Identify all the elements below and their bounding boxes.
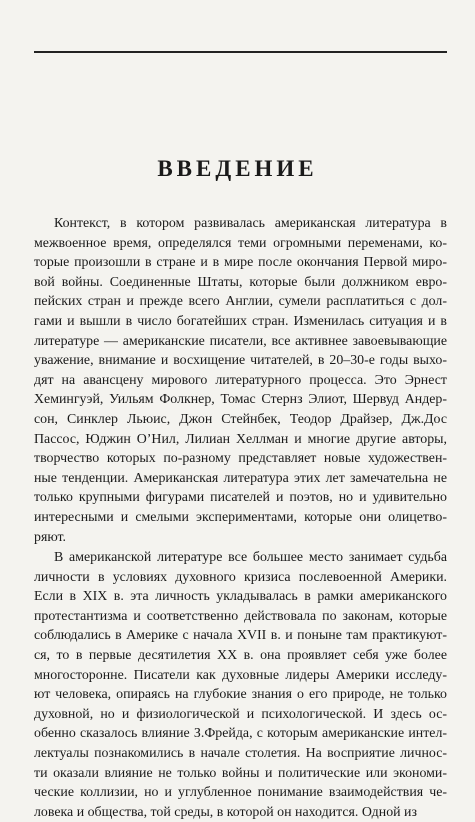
text-line: ные тенденции. Американская литература этих лет замечательна не bbox=[34, 470, 447, 486]
text-line: протестантизма и соответственно действовала по законам, которые bbox=[34, 608, 447, 624]
chapter-heading: ВВЕДЕНИЕ bbox=[157, 156, 318, 181]
text-line: лектуалы познакомились в начале столетия. На восприятие личнос- bbox=[34, 746, 447, 762]
paragraph bbox=[34, 548, 447, 822]
body-text bbox=[34, 214, 447, 822]
text-line: ти оказали влияние не только войны и политические или экономи- bbox=[34, 765, 447, 781]
text-line: гами и вышли в число богатейших стран. Изменилась ситуация и в bbox=[34, 313, 447, 329]
text-line: личности в условиях духовного кризиса послевоенной Америки. bbox=[34, 569, 447, 585]
text-line: ряют. bbox=[34, 529, 67, 545]
text-line: интересными и смелыми экспериментами, которые они олицетво- bbox=[34, 509, 447, 525]
text-line: литературе — американские писатели, все активнее завоевывающие bbox=[34, 333, 447, 349]
text-line: ческие коллизии, но и углубленное понимание взаимодействия че- bbox=[34, 785, 447, 801]
top-rule bbox=[34, 51, 447, 53]
text-line: сон, Синклер Льюис, Джон Стейнбек, Теодор Драйзер, Дж.Дос bbox=[34, 411, 447, 427]
text-line: Хемингуэй, Уильям Фолкнер, Томас Стернз Элиот, Шервуд Андер- bbox=[34, 392, 447, 408]
text-line: ся, то в первые десятилетия XX в. она проявляет себя уже более bbox=[34, 648, 447, 664]
text-line: обенно сказалось влияние З.Фрейда, с которым американские интел- bbox=[34, 726, 447, 742]
text-line: уважение, внимание и восхищение читателей, в 20–30-е годы выхо- bbox=[34, 353, 447, 369]
text-line: торые произошли в стране и в мире после окончания Первой миро- bbox=[34, 255, 447, 271]
text-line: дят на авансцену мирового литературного процесса. Это Эрнест bbox=[34, 372, 447, 388]
text-line: ют человека, опираясь на глубокие знания о его природе, не только bbox=[34, 687, 447, 703]
text-line: Пассос, Юджин О’Нил, Лилиан Хеллман и многие другие авторы, bbox=[34, 431, 447, 447]
text-line: Если в XIX в. эта личность укладывалась в рамки американского bbox=[34, 589, 447, 605]
text-line: духовной, но и физиологической и психологической. И здесь ос- bbox=[34, 706, 447, 722]
text-line: межвоенное время, определялся теми огромными переменами, ко- bbox=[34, 235, 447, 251]
text-line: соблюдались в Америке с начала XVII в. и поныне там практикуют- bbox=[34, 628, 447, 644]
text-line: творчество которых по-разному представляет новые художествен- bbox=[34, 451, 447, 467]
text-line: пейских стран и прежде всего Англии, сумели расплатиться с дол- bbox=[34, 294, 447, 310]
text-line: Контекст, в котором развивалась американская литература в bbox=[54, 216, 447, 231]
text-line: В американской литературе все большее место занимает судьба bbox=[54, 550, 447, 566]
paragraph bbox=[34, 214, 447, 547]
text-line: только крупными фигурами писателей и поэтов, но и удивительно bbox=[34, 490, 447, 506]
text-line: многосторонне. Писатели как духовные лидеры Америки исследу- bbox=[34, 667, 447, 683]
text-line: вой войны. Соединенные Штаты, которые были должником евро- bbox=[34, 274, 447, 290]
text-line: ловека и общества, той среды, в которой он находится. Одной из bbox=[34, 804, 417, 820]
